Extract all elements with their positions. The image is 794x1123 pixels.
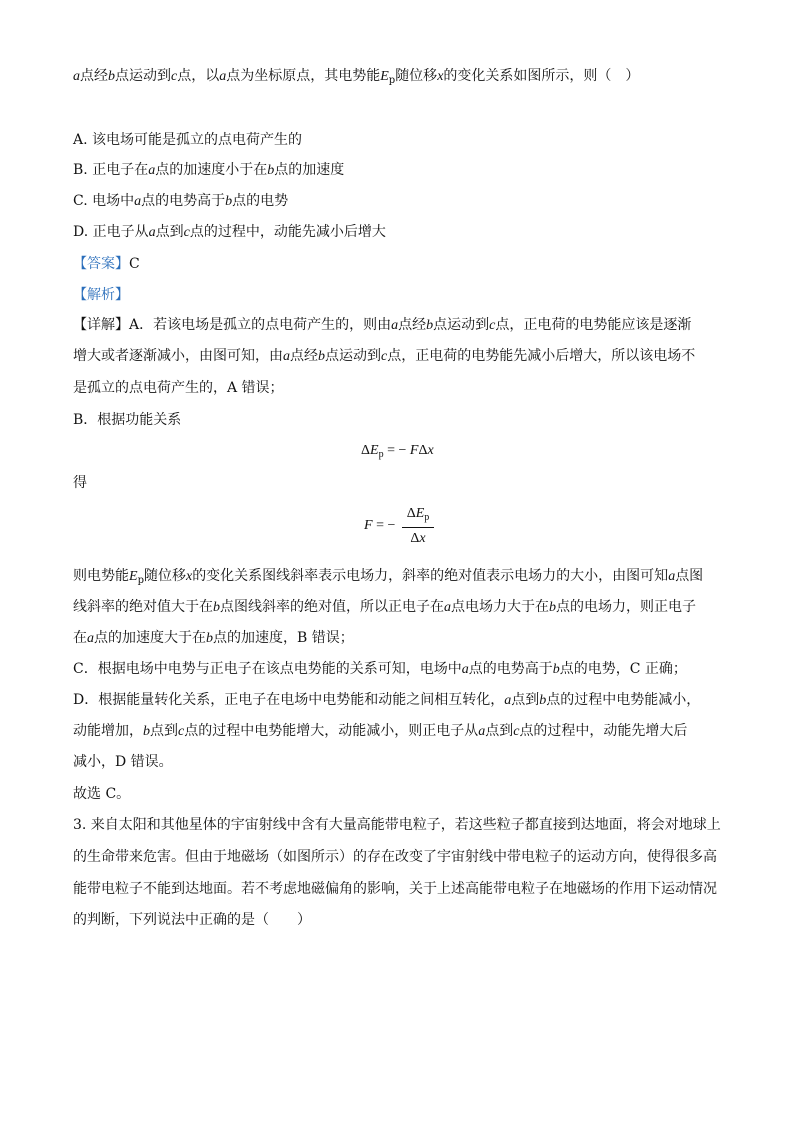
text: 点到 (155, 224, 184, 240)
var-a: a (134, 194, 142, 209)
var-x: x (185, 569, 193, 584)
text: C. 电场中 (73, 193, 135, 209)
fraction-numerator (402, 506, 434, 523)
var-b: b (225, 194, 233, 209)
var-F: F (409, 443, 419, 458)
text: 的判断，下列说法中正确的是（ ） (73, 912, 311, 928)
question-3-line-4 (73, 910, 311, 930)
text: 点，以 (177, 68, 220, 84)
var-c: c (183, 225, 190, 240)
var-b: b (108, 69, 115, 84)
text: 点的过程中电势能增大，动能减小，则正电子从 (184, 723, 479, 739)
equals-minus: = − (383, 443, 410, 458)
var-a: a (461, 662, 469, 677)
var-F: F (364, 518, 373, 533)
detail-line-5 (73, 473, 87, 493)
text: 点的过程中电势能减小， (546, 692, 701, 708)
var-b: b (426, 318, 434, 333)
delta-symbol: Δ (410, 531, 420, 546)
text: 在 (73, 630, 87, 646)
var-x: x (427, 443, 434, 458)
var-b: b (539, 693, 547, 708)
var-c: c (171, 69, 178, 84)
var-a: a (391, 318, 399, 333)
text: 3. 来自太阳和其他星体的宇宙射线中含有大量高能带电粒子，若这些粒子都直接到达地面，将会对地球上 (73, 817, 721, 833)
text: 点图线斜率的绝对值，所以正电子在 (220, 599, 444, 615)
formula-force-fraction (364, 506, 444, 552)
option-b (73, 160, 344, 181)
text: 点的加速度大于在 (94, 630, 206, 646)
delta-symbol: Δ (406, 506, 416, 521)
var-a: a (148, 163, 156, 178)
question-3-line-3 (73, 879, 717, 899)
analysis-line (73, 285, 129, 305)
detail-line-3 (73, 378, 284, 398)
var-E: E (380, 69, 389, 84)
var-x: x (437, 69, 444, 84)
text: 故选 C。 (73, 786, 131, 802)
text: 点电场力大于在 (451, 599, 549, 615)
lhs (364, 518, 395, 534)
var-E: E (415, 506, 425, 521)
var-E: E (129, 569, 138, 584)
text: 得 (73, 475, 87, 491)
var-b: b (206, 631, 213, 646)
text: 的变化关系图线斜率表示电场力，斜率的绝对值表示电场力的大小，由图可知 (192, 568, 669, 584)
text: 线斜率的绝对值大于在 (73, 599, 213, 615)
delta-symbol: Δ (418, 443, 428, 458)
option-d (73, 222, 386, 243)
text: B．根据功能关系 (73, 412, 182, 428)
text: 随位移 (395, 68, 438, 84)
subscript-p: p (424, 512, 430, 523)
answer-tag: 【答案】 (73, 256, 129, 272)
text: 点的加速度，B 错误； (213, 630, 354, 646)
subscript-p: p (137, 575, 144, 586)
var-a: a (478, 724, 486, 739)
text: 的生命带来危害。但由于地磁场（如图所示）的存在改变了宇宙射线中带电粒子的运动方向，使得很多高 (73, 849, 717, 865)
subscript-p: p (388, 75, 396, 86)
var-c: c (489, 318, 496, 333)
text: 减小，D 错误。 (73, 754, 173, 770)
text: 点到 (150, 723, 178, 739)
var-a: a (668, 569, 676, 584)
text: 点运动到 (115, 68, 171, 84)
text: 点的电势 (232, 193, 289, 209)
var-b: b (143, 724, 150, 739)
detail-line-11 (73, 721, 687, 742)
text: 点的电势，C 正确； (559, 661, 687, 677)
text: 点的过程中，动能先减小后增大 (189, 224, 386, 240)
text: 点，正电荷的电势能先减小后增大，所以该电场不 (387, 348, 696, 364)
detail-tag: 【详解】 (73, 317, 129, 333)
var-c: c (513, 724, 520, 739)
var-a: a (73, 69, 80, 84)
fraction-denominator (402, 531, 434, 547)
detail-line-9 (73, 659, 687, 680)
text: 点的加速度 (274, 162, 345, 178)
answer-line (73, 254, 140, 274)
detail-line-12 (73, 752, 173, 772)
var-c: c (381, 349, 388, 364)
detail-line-1 (73, 315, 691, 336)
text: 是孤立的点电荷产生的，A 错误； (73, 380, 284, 396)
detail-line-4 (73, 410, 181, 430)
equals-minus: = − (372, 518, 396, 533)
text: 点的过程中，动能先增大后 (519, 723, 688, 739)
text: 则电势能 (73, 568, 129, 584)
analysis-tag: 【解析】 (73, 287, 129, 303)
text: A．若该电场是孤立的点电荷产生的，则由 (129, 317, 392, 333)
text: 点的电场力，则正电子 (556, 599, 696, 615)
subscript-p: p (378, 449, 384, 460)
text: 随位移 (143, 568, 186, 584)
detail-line-6 (73, 566, 703, 591)
text: C．根据电场中电势与正电子在该点电势能的关系可知，电场中 (73, 661, 462, 677)
var-E: E (370, 443, 379, 458)
var-b: b (549, 600, 556, 615)
option-a (73, 130, 302, 150)
text: 点图 (675, 568, 704, 584)
var-b: b (552, 662, 560, 677)
var-a: a (283, 349, 290, 364)
text: 点运动到 (325, 348, 381, 364)
var-b: b (318, 349, 325, 364)
delta-symbol: Δ (361, 443, 371, 458)
detail-line-2 (73, 346, 695, 367)
text: 点经 (290, 348, 318, 364)
formula-work-energy (361, 443, 434, 460)
text: 点的加速度小于在 (155, 162, 268, 178)
var-a: a (444, 600, 451, 615)
detail-line-7 (73, 597, 696, 618)
var-c: c (178, 724, 185, 739)
text: 点为坐标原点，其电势能 (226, 68, 381, 84)
question-3-line-2 (73, 847, 717, 867)
text: B. 正电子在 (73, 162, 149, 178)
text: 增大或者逐渐减小，由图可知，由 (73, 348, 283, 364)
var-a: a (219, 69, 227, 84)
answer-value: C (129, 256, 140, 272)
option-c (73, 191, 288, 212)
text: 动能增加， (73, 723, 143, 739)
var-a: a (504, 693, 512, 708)
text: 点到 (485, 723, 514, 739)
option-a-text: A. 该电场可能是孤立的点电荷产生的 (73, 132, 303, 148)
var-b: b (213, 600, 220, 615)
text: 点的电势高于 (141, 193, 226, 209)
text: D. 正电子从 (73, 224, 149, 240)
question-stem-line (73, 66, 639, 91)
fraction-bar (402, 527, 434, 528)
text: 点运动到 (433, 317, 490, 333)
text: 点到 (511, 692, 540, 708)
detail-line-13 (73, 784, 130, 804)
var-x: x (419, 531, 426, 546)
text: 点，正电荷的电势能应该是逐渐 (495, 317, 692, 333)
var-a: a (148, 225, 156, 240)
detail-line-10 (73, 690, 700, 711)
text: 点经 (80, 68, 108, 84)
text: 点的电势高于 (468, 661, 553, 677)
var-a: a (87, 631, 94, 646)
var-b: b (267, 163, 275, 178)
question-3-line-1 (73, 815, 721, 835)
detail-line-8 (73, 628, 354, 649)
text: 点经 (398, 317, 427, 333)
text: D．根据能量转化关系，正电子在电场中电势能和动能之间相互转化， (73, 692, 505, 708)
text: 的变化关系如图所示，则（ ） (443, 68, 640, 84)
text: 能带电粒子不能到达地面。若不考虑地磁偏角的影响，关于上述高能带电粒子在地磁场的作用下运动情况 (73, 881, 717, 897)
